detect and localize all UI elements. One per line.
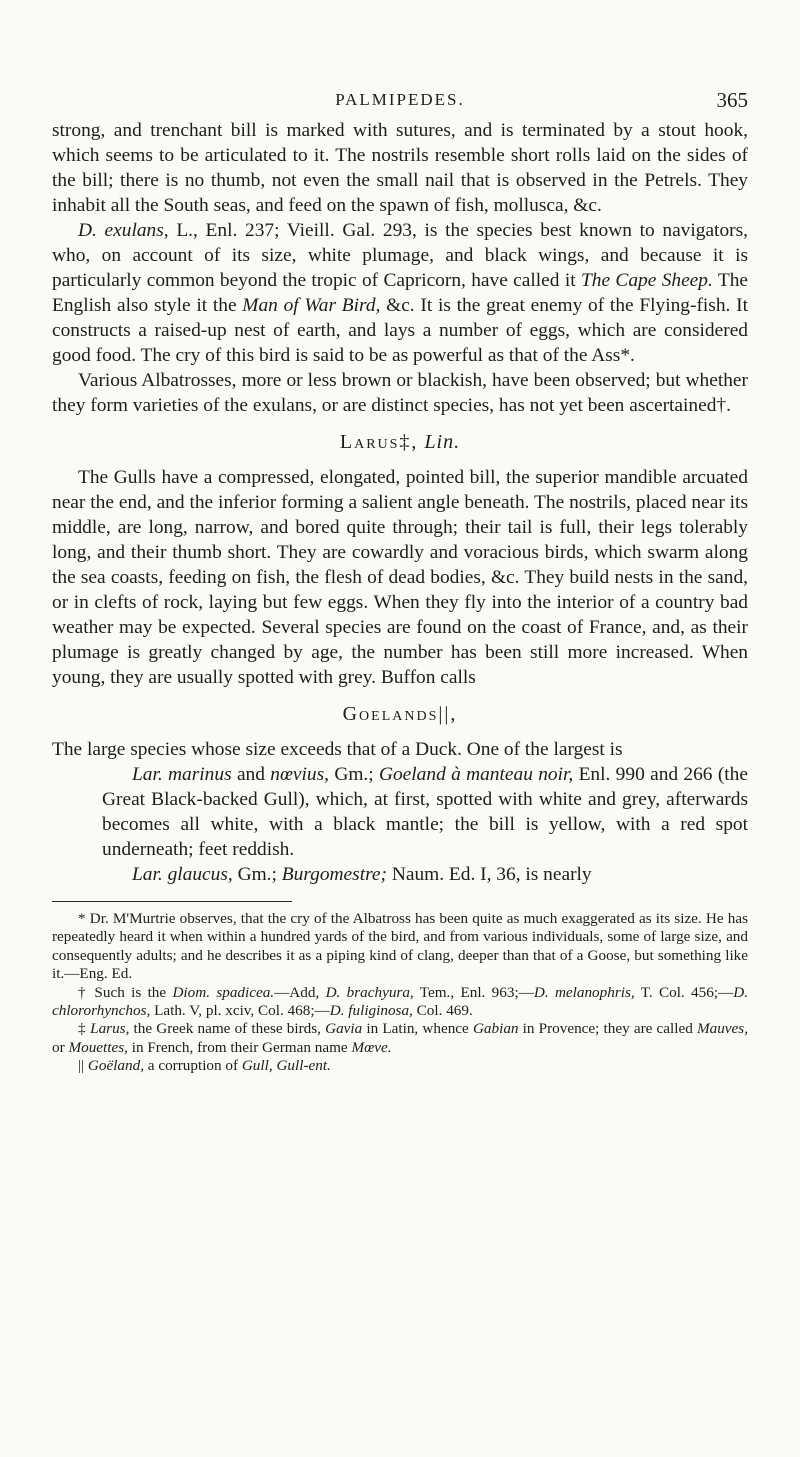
genus-name: Larus‡, (339, 431, 419, 453)
term: Gull, Gull-ent. (241, 1057, 331, 1075)
term: Goëland, (87, 1057, 144, 1075)
footnote-goeland (52, 1057, 748, 1075)
paragraph-text: Gm.; (329, 764, 379, 785)
footnote-text: —Add, (274, 983, 326, 1001)
genus-authority: Lin. (424, 431, 461, 453)
footnote-text: in Latin, whence (362, 1020, 473, 1038)
term: Mauves, (696, 1020, 748, 1038)
species-name: D. brachyura, (325, 983, 414, 1001)
species-name: Diom. spadicea. (172, 983, 275, 1001)
paragraph-text: The English also style it the (52, 270, 748, 316)
common-name: Burgomestre; (281, 864, 387, 885)
paragraph-text: Enl. 990 and 266 (the Great Black-backed Gull), which, at first, spotted with white and grey, afterwards becomes all white, with a black mantle; the bill is yellow, with a red spot underneath; feet reddish. (102, 764, 748, 860)
term: Gabian (472, 1020, 519, 1038)
footnote-text: Tem., Enl. 963;— (413, 983, 534, 1001)
footnote-text: in Provence; they are called (518, 1020, 697, 1038)
group-name: Goelands||, (342, 703, 458, 725)
footnote-text: the Greek name of these birds, (129, 1020, 326, 1038)
footnote-text: or (52, 1038, 69, 1056)
section-heading-larus (52, 431, 748, 454)
paragraph-text: Gm.; (232, 864, 282, 885)
footnote-mcmurtrie: * Dr. M'Murtrie observes, that the cry of the Albatross has been quite as much exaggerated as its size. He has repeatedly heard it when within a hundred yards of the bird, and from various individuals, some of large size, and consequently adults; and he describes it as a piping kind of clang, deeper than that of a Goose, but something like it.—Eng. Ed. (52, 910, 748, 983)
footnote-diomedea-species (52, 984, 748, 1021)
footnote-text: Lath. V, pl. xciv, Col. 468;— (150, 1002, 330, 1020)
term: Gavia (325, 1020, 363, 1038)
body-text (52, 118, 748, 887)
species-name: D. chlororhynchos, (52, 983, 749, 1020)
common-name: Man of War Bird, (242, 295, 381, 316)
term: Larus, (90, 1020, 130, 1038)
species-name: Lar. marinus (132, 764, 232, 785)
paragraph-text: L., Enl. 237; Vieill. Gal. 293, is the species best known to navigators, who, on account of its size, white plumage, and black wings, and because it is particularly common beyond the tropic of Capricorn, have called it (52, 220, 748, 291)
paragraph-larus-glaucus (52, 862, 748, 887)
book-page (52, 88, 748, 1076)
species-name: D. exulans, (78, 220, 169, 241)
footnote-text: a corruption of (144, 1057, 242, 1075)
footnote-text: || (78, 1057, 88, 1075)
footnote-text: in French, from their German name (127, 1038, 352, 1056)
term: Mœve. (351, 1038, 392, 1056)
species-name: D. fuliginosa, (329, 1002, 413, 1020)
footnote-text: † Such is the (78, 983, 173, 1001)
species-name: Lar. glaucus, (132, 864, 233, 885)
paragraph-gulls-description: The Gulls have a compressed, elongated, pointed bill, the superior mandible arcuated near the end, and the inferior forming a salient angle beneath. The nostrils, placed near its middle, are long, narrow, and bored quite through; their tail is full, their legs tolerably long, and their thumb short. They are cowardly and voracious birds, which swarm along the sea coasts, feeding on fish, the flesh of dead bodies, &c. They build nests in the sand, or in clefts of rock, laying but few eggs. When they fly into the interior of a country bad weather may be expected. Several species are found on the coast of France, and, as their plumage is greatly changed by age, the number has been still more increased. When young, they are usually spotted with grey. Buffon calls (52, 467, 748, 688)
term: Mouettes, (68, 1038, 128, 1056)
footnotes (52, 910, 748, 1076)
paragraph-text: Naum. Ed. I, 36, is nearly (386, 864, 592, 885)
running-head: PALMIPEDES. (335, 90, 465, 109)
paragraph-diomedea-exulans (52, 218, 748, 368)
footnote-larus-etymology (52, 1020, 748, 1057)
paragraph-albatross-description: strong, and trenchant bill is marked with sutures, and is terminated by a stout hook, which seems to be articulated to it. The nostrils resemble short rolls laid on the sides of the bill; there is no thumb, not even the small nail that is observed in the Petrels. They inhabit all the South seas, and feed on the spawn of fish, mollusca, &c. (52, 120, 748, 216)
section-heading-goelands (52, 703, 748, 726)
footnote-divider (52, 901, 292, 902)
page-header (52, 88, 748, 118)
footnote-text: ‡ (78, 1020, 91, 1038)
common-name: Goeland à manteau noir, (378, 764, 574, 785)
page-number: 365 (716, 88, 748, 112)
common-name: The Cape Sheep. (580, 270, 713, 291)
paragraph-text: and (231, 764, 271, 785)
footnote-text: T. Col. 456;— (634, 983, 734, 1001)
species-name: D. melanophris, (533, 983, 635, 1001)
species-name: nœvius, (270, 764, 329, 785)
paragraph-text: &c. It is the great enemy of the Flying-fish. It constructs a raised-up nest of earth, and lays a number of eggs, which are considered good food. The cry of this bird is said to be as powerful as that of the Ass*. (52, 295, 748, 366)
paragraph-large-species: The large species whose size exceeds that of a Duck. One of the largest is (52, 739, 623, 760)
paragraph-larus-marinus (52, 762, 748, 862)
footnote-text: Col. 469. (412, 1002, 473, 1020)
paragraph-various-albatrosses: Various Albatrosses, more or less brown or blackish, have been observed; but whether they form varieties of the exulans, or are distinct species, has not yet been ascertained†. (52, 370, 748, 416)
